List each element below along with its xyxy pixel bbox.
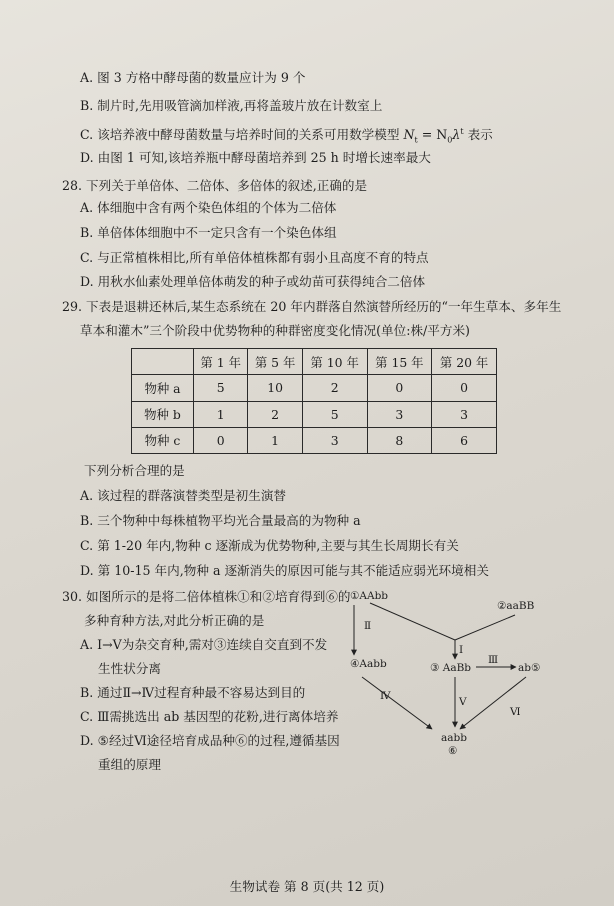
node-3: ③ AaBb — [430, 662, 472, 674]
table-cell: 2 — [302, 375, 367, 401]
breeding-diagram — [340, 585, 540, 760]
q30-option-b: B. 通过Ⅱ→Ⅳ过程育种最不容易达到目的 — [80, 685, 306, 700]
label-I: Ⅰ — [459, 644, 464, 656]
density-table — [131, 348, 497, 454]
node-2: ②aaBB — [497, 600, 535, 612]
table-header-cell: 第 1 年 — [194, 349, 248, 375]
q29-option-c: C. 第 1-20 年内,物种 c 逐渐成为优势物种,主要与其生长周期长有关 — [80, 538, 459, 553]
table-header-cell: 第 20 年 — [432, 349, 497, 375]
table-cell: 6 — [432, 427, 497, 453]
q30-option-a: A. Ⅰ→Ⅴ为杂交育种,需对③连续自交直到不发 — [80, 637, 328, 652]
table-cell: 10 — [248, 375, 302, 401]
table-cell: 3 — [367, 401, 432, 427]
table-cell: 0 — [194, 427, 248, 453]
table-header-cell — [132, 349, 194, 375]
q29-stem-line2: 草本和灌木”三个阶段中优势物种的种群密度变化情况(单位:株/平方米) — [80, 323, 470, 338]
q28-option-c: C. 与正常植株相比,所有单倍体植株都有弱小且高度不育的特点 — [80, 250, 429, 265]
model-sup-t: t — [460, 127, 464, 136]
table-cell: 1 — [248, 427, 302, 453]
q27-option-c-text: C. 该培养液中酵母菌数量与培养时间的关系可用数学模型 — [80, 127, 404, 143]
table-cell: 3 — [302, 427, 367, 453]
model-eq: = N — [417, 127, 448, 143]
table-row — [132, 427, 497, 453]
q29-stem-line1: 29. 下表是退耕还林后,某生态系统在 20 年内群落自然演替所经历的“一年生草本、多年生 — [62, 299, 562, 314]
label-VI: Ⅵ — [510, 706, 521, 718]
model-tail: 表示 — [463, 127, 493, 143]
table-cell: 5 — [302, 401, 367, 427]
q29-option-a: A. 该过程的群落演替类型是初生演替 — [80, 488, 287, 503]
table-row — [132, 375, 497, 401]
table-header-row — [132, 349, 497, 375]
edge-IV — [362, 677, 432, 729]
node-6-genotype: aabb — [441, 732, 467, 744]
model-n: N — [403, 127, 415, 143]
table-cell: 物种 c — [132, 427, 194, 453]
table-cell: 0 — [367, 375, 432, 401]
q30-option-c: C. Ⅲ需挑选出 ab 基因型的花粉,进行离体培养 — [80, 709, 339, 724]
q30-option-d: D. ⑤经过Ⅵ途径培育成品种⑥的过程,遵循基因 — [80, 733, 340, 748]
q28-option-a: A. 体细胞中含有两个染色体组的个体为二倍体 — [80, 200, 337, 215]
table-header-cell: 第 15 年 — [367, 349, 432, 375]
table-cell: 物种 b — [132, 401, 194, 427]
q27-option-b: B. 制片时,先用吸管滴加样液,再将盖玻片放在计数室上 — [80, 98, 383, 113]
q27-option-a: A. 图 3 方格中酵母菌的数量应计为 9 个 — [80, 70, 306, 85]
q27-option-d: D. 由图 1 可知,该培养瓶中酵母菌培养到 25 h 时增长速率最大 — [80, 150, 431, 165]
q30-stem-line1: 30. 如图所示的是将二倍体植株①和②培育得到⑥的 — [62, 589, 351, 604]
table-cell: 物种 a — [132, 375, 194, 401]
model-sub-t: t — [414, 135, 418, 145]
q30-stem-line2: 多种育种方法,对此分析正确的是 — [84, 613, 265, 628]
model-sub-zero: 0 — [447, 135, 453, 145]
label-V: Ⅴ — [459, 696, 467, 708]
edge-1-merge — [370, 603, 455, 640]
q29-prompt: 下列分析合理的是 — [84, 463, 185, 478]
q28-option-d: D. 用秋水仙素处理单倍体萌发的种子或幼苗可获得纯合二倍体 — [80, 274, 426, 289]
table-header-cell: 第 5 年 — [248, 349, 302, 375]
q29-option-b: B. 三个物种中每株植物平均光合量最高的为物种 a — [80, 513, 361, 528]
edge-VI — [460, 677, 526, 729]
node-6-mark: ⑥ — [448, 745, 458, 757]
table-cell: 5 — [194, 375, 248, 401]
label-III: Ⅲ — [488, 654, 499, 666]
label-II: Ⅱ — [364, 620, 372, 632]
table-cell: 1 — [194, 401, 248, 427]
edge-2-merge — [455, 615, 515, 640]
q29-option-d: D. 第 10-15 年内,物种 a 逐渐消失的原因可能与其不能适应弱光环境相关 — [80, 563, 489, 578]
label-IV: Ⅳ — [380, 690, 391, 702]
model-lambda: λ — [452, 127, 461, 143]
q30-option-d-cont: 重组的原理 — [98, 757, 161, 772]
q27-option-c — [80, 124, 493, 149]
q28-option-b: B. 单倍体体细胞中不一定只含有一个染色体组 — [80, 225, 337, 240]
table-row — [132, 401, 497, 427]
table-cell: 8 — [367, 427, 432, 453]
node-1: ①AAbb — [350, 590, 389, 602]
table-cell: 0 — [432, 375, 497, 401]
table-header-cell: 第 10 年 — [302, 349, 367, 375]
q30-option-a-cont: 生性状分离 — [98, 661, 161, 676]
table-cell: 2 — [248, 401, 302, 427]
q28-stem: 28. 下列关于单倍体、二倍体、多倍体的叙述,正确的是 — [62, 178, 368, 193]
node-4: ④Aabb — [350, 658, 387, 670]
table-cell: 3 — [432, 401, 497, 427]
node-5: ab⑤ — [518, 662, 540, 674]
page-footer: 生物试卷 第 8 页(共 12 页) — [229, 879, 385, 894]
